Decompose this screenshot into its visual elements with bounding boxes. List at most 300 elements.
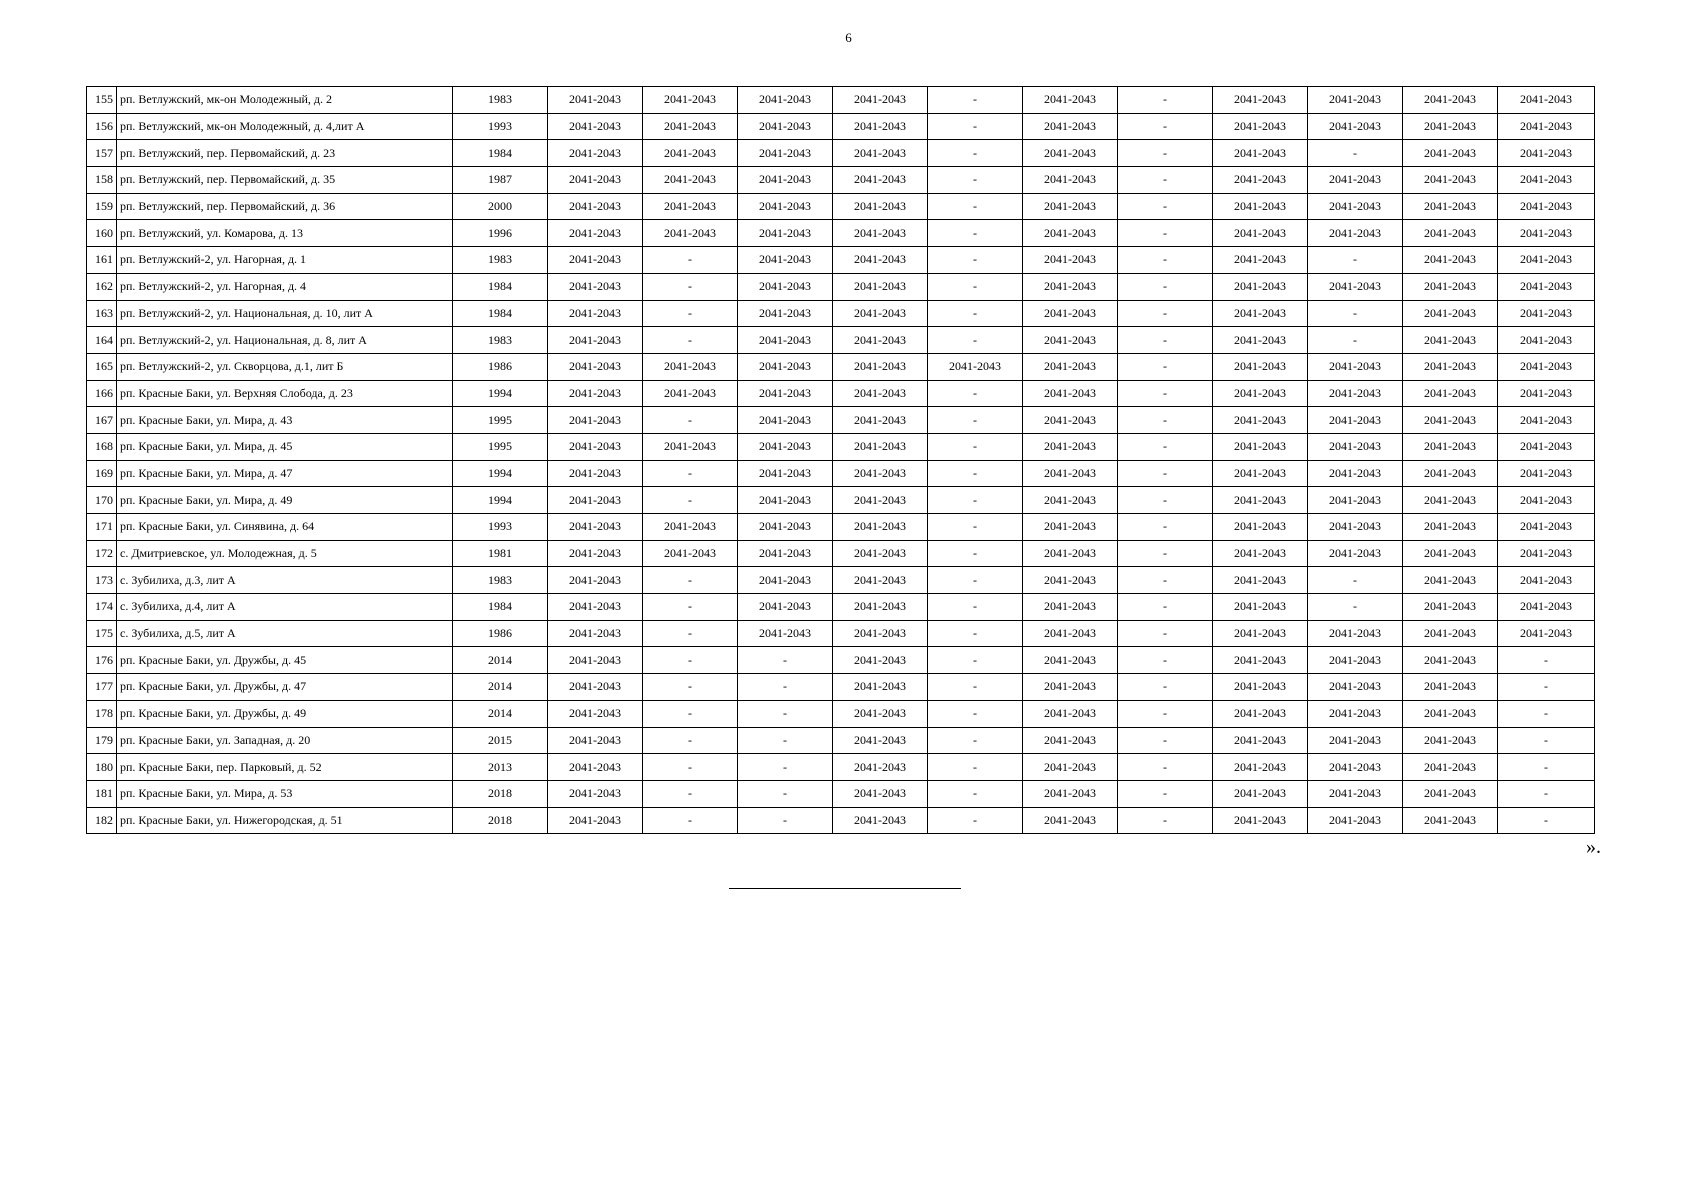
schedule-cell: 2041-2043	[548, 700, 643, 727]
schedule-cell: 2041-2043	[1403, 273, 1498, 300]
schedule-cell: -	[1118, 193, 1213, 220]
schedule-cell: 2041-2043	[1308, 460, 1403, 487]
address-cell: рп. Ветлужский, пер. Первомайский, д. 23	[117, 140, 453, 167]
schedule-cell: -	[928, 407, 1023, 434]
row-number-cell: 170	[87, 487, 117, 514]
schedule-cell: 2041-2043	[1498, 327, 1595, 354]
schedule-cell: 2041-2043	[548, 727, 643, 754]
schedule-cell: 2041-2043	[833, 247, 928, 274]
schedule-cell: -	[928, 140, 1023, 167]
schedule-cell: 2041-2043	[1308, 167, 1403, 194]
schedule-cell: 2041-2043	[1213, 327, 1308, 354]
schedule-cell: 2041-2043	[1308, 647, 1403, 674]
schedule-cell: 2041-2043	[738, 273, 833, 300]
schedule-cell: 2041-2043	[643, 380, 738, 407]
schedule-cell: -	[1498, 700, 1595, 727]
schedule-cell: 2041-2043	[1403, 567, 1498, 594]
schedule-cell: 2041-2043	[833, 540, 928, 567]
schedule-cell: 2041-2043	[833, 433, 928, 460]
schedule-cell: 2041-2043	[833, 140, 928, 167]
address-cell: рп. Красные Баки, ул. Мира, д. 43	[117, 407, 453, 434]
schedule-cell: 2041-2043	[833, 674, 928, 701]
year-cell: 1983	[453, 87, 548, 114]
schedule-cell: 2041-2043	[643, 167, 738, 194]
schedule-cell: 2041-2043	[738, 113, 833, 140]
year-cell: 1984	[453, 273, 548, 300]
year-cell: 1994	[453, 380, 548, 407]
schedule-cell: 2041-2043	[1403, 540, 1498, 567]
schedule-cell: 2041-2043	[1213, 113, 1308, 140]
schedule-cell: 2041-2043	[833, 594, 928, 621]
row-number-cell: 173	[87, 567, 117, 594]
schedule-cell: -	[643, 567, 738, 594]
schedule-cell: -	[928, 540, 1023, 567]
address-cell: рп. Ветлужский, пер. Первомайский, д. 36	[117, 193, 453, 220]
row-number-cell: 159	[87, 193, 117, 220]
schedule-cell: 2041-2043	[548, 247, 643, 274]
schedule-cell: 2041-2043	[548, 327, 643, 354]
address-cell: рп. Красные Баки, ул. Синявина, д. 64	[117, 514, 453, 541]
schedule-cell: 2041-2043	[1403, 514, 1498, 541]
schedule-cell: -	[1498, 807, 1595, 834]
schedule-cell: 2041-2043	[1498, 87, 1595, 114]
schedule-cell: 2041-2043	[1308, 514, 1403, 541]
schedule-cell: 2041-2043	[833, 780, 928, 807]
row-number-cell: 169	[87, 460, 117, 487]
schedule-cell: 2041-2043	[548, 807, 643, 834]
schedule-cell: 2041-2043	[1213, 754, 1308, 781]
schedule-cell: -	[928, 674, 1023, 701]
row-number-cell: 163	[87, 300, 117, 327]
schedule-cell: 2041-2043	[1213, 674, 1308, 701]
row-number-cell: 164	[87, 327, 117, 354]
table-row	[87, 327, 1595, 354]
schedule-cell: 2041-2043	[548, 353, 643, 380]
schedule-cell: -	[1118, 273, 1213, 300]
schedule-cell: -	[1498, 754, 1595, 781]
schedule-cell: -	[738, 807, 833, 834]
schedule-cell: -	[643, 647, 738, 674]
row-number-cell: 181	[87, 780, 117, 807]
year-cell: 1987	[453, 167, 548, 194]
year-cell: 1993	[453, 514, 548, 541]
address-cell: рп. Красные Баки, ул. Мира, д. 53	[117, 780, 453, 807]
table-row	[87, 594, 1595, 621]
schedule-cell: -	[738, 727, 833, 754]
schedule-cell: 2041-2043	[1023, 567, 1118, 594]
schedule-cell: 2041-2043	[738, 247, 833, 274]
table-row	[87, 220, 1595, 247]
row-number-cell: 174	[87, 594, 117, 621]
year-cell: 2015	[453, 727, 548, 754]
schedule-cell: -	[643, 780, 738, 807]
schedule-cell: -	[928, 220, 1023, 247]
schedule-cell: 2041-2043	[1403, 140, 1498, 167]
schedule-cell: 2041-2043	[1308, 193, 1403, 220]
schedule-cell: 2041-2043	[1498, 300, 1595, 327]
address-cell: рп. Красные Баки, ул. Дружбы, д. 49	[117, 700, 453, 727]
schedule-cell: 2041-2043	[1213, 300, 1308, 327]
row-number-cell: 175	[87, 620, 117, 647]
row-number-cell: 156	[87, 113, 117, 140]
schedule-cell: 2041-2043	[548, 594, 643, 621]
schedule-cell: 2041-2043	[833, 647, 928, 674]
schedule-cell: 2041-2043	[738, 620, 833, 647]
address-cell: рп. Красные Баки, ул. Верхняя Слобода, д. 23	[117, 380, 453, 407]
schedule-cell: 2041-2043	[1213, 807, 1308, 834]
year-cell: 1993	[453, 113, 548, 140]
schedule-cell: 2041-2043	[833, 700, 928, 727]
row-number-cell: 166	[87, 380, 117, 407]
schedule-cell: 2041-2043	[738, 140, 833, 167]
year-cell: 1981	[453, 540, 548, 567]
schedule-cell: -	[928, 567, 1023, 594]
schedule-cell: 2041-2043	[833, 353, 928, 380]
schedule-cell: 2041-2043	[833, 487, 928, 514]
schedule-cell: 2041-2043	[738, 87, 833, 114]
address-cell: рп. Ветлужский-2, ул. Национальная, д. 8, лит А	[117, 327, 453, 354]
schedule-cell: 2041-2043	[1023, 727, 1118, 754]
schedule-cell: 2041-2043	[1023, 514, 1118, 541]
table-body	[87, 87, 1595, 834]
table-row	[87, 620, 1595, 647]
schedule-cell: -	[928, 273, 1023, 300]
schedule-cell: 2041-2043	[1023, 353, 1118, 380]
schedule-cell: -	[643, 247, 738, 274]
schedule-cell: -	[1118, 514, 1213, 541]
schedule-cell: 2041-2043	[1403, 407, 1498, 434]
schedule-cell: -	[1118, 407, 1213, 434]
schedule-cell: -	[1118, 487, 1213, 514]
schedule-cell: 2041-2043	[738, 487, 833, 514]
table-row	[87, 487, 1595, 514]
schedule-cell: 2041-2043	[548, 193, 643, 220]
year-cell: 1995	[453, 407, 548, 434]
schedule-cell: 2041-2043	[738, 433, 833, 460]
row-number-cell: 177	[87, 674, 117, 701]
schedule-cell: 2041-2043	[1308, 674, 1403, 701]
schedule-cell: 2041-2043	[1213, 273, 1308, 300]
schedule-cell: 2041-2043	[1023, 380, 1118, 407]
schedule-cell: -	[928, 167, 1023, 194]
schedule-cell: 2041-2043	[1403, 327, 1498, 354]
schedule-cell: 2041-2043	[548, 167, 643, 194]
schedule-cell: 2041-2043	[1403, 807, 1498, 834]
row-number-cell: 176	[87, 647, 117, 674]
schedule-cell: 2041-2043	[548, 407, 643, 434]
row-number-cell: 160	[87, 220, 117, 247]
schedule-cell: -	[1118, 727, 1213, 754]
schedule-cell: 2041-2043	[1023, 674, 1118, 701]
schedule-cell: -	[643, 460, 738, 487]
schedule-cell: -	[1118, 220, 1213, 247]
schedule-cell: 2041-2043	[1213, 87, 1308, 114]
schedule-cell: 2041-2043	[738, 514, 833, 541]
schedule-cell: 2041-2043	[1023, 300, 1118, 327]
address-cell: рп. Красные Баки, ул. Мира, д. 49	[117, 487, 453, 514]
schedule-cell: -	[643, 620, 738, 647]
schedule-cell: 2041-2043	[1213, 620, 1308, 647]
schedule-cell: 2041-2043	[1213, 780, 1308, 807]
address-cell: с. Зубилиха, д.4, лит А	[117, 594, 453, 621]
schedule-cell: 2041-2043	[833, 620, 928, 647]
schedule-cell: -	[643, 273, 738, 300]
schedule-cell: 2041-2043	[1403, 220, 1498, 247]
schedule-cell: 2041-2043	[1308, 620, 1403, 647]
table-row	[87, 567, 1595, 594]
schedule-cell: 2041-2043	[833, 407, 928, 434]
schedule-cell: 2041-2043	[738, 567, 833, 594]
table-row	[87, 700, 1595, 727]
schedule-cell: 2041-2043	[1308, 353, 1403, 380]
table-row	[87, 807, 1595, 834]
address-cell: рп. Ветлужский-2, ул. Нагорная, д. 1	[117, 247, 453, 274]
schedule-cell: -	[1118, 87, 1213, 114]
schedule-cell: 2041-2043	[1308, 380, 1403, 407]
year-cell: 1995	[453, 433, 548, 460]
schedule-cell: 2041-2043	[1023, 754, 1118, 781]
schedule-cell: -	[643, 594, 738, 621]
schedule-cell: 2041-2043	[1213, 647, 1308, 674]
schedule-cell: 2041-2043	[643, 514, 738, 541]
schedule-cell: 2041-2043	[1403, 113, 1498, 140]
schedule-cell: 2041-2043	[1213, 727, 1308, 754]
schedule-cell: 2041-2043	[833, 220, 928, 247]
table-row	[87, 300, 1595, 327]
schedule-cell: -	[643, 700, 738, 727]
address-cell: рп. Красные Баки, ул. Мира, д. 47	[117, 460, 453, 487]
closing-quote: ».	[1586, 836, 1601, 858]
schedule-cell: 2041-2043	[548, 567, 643, 594]
year-cell: 1984	[453, 140, 548, 167]
schedule-cell: 2041-2043	[1023, 620, 1118, 647]
table-row	[87, 514, 1595, 541]
schedule-cell: -	[1118, 247, 1213, 274]
row-number-cell: 157	[87, 140, 117, 167]
schedule-cell: 2041-2043	[1498, 460, 1595, 487]
schedule-cell: -	[1118, 620, 1213, 647]
table-row	[87, 540, 1595, 567]
schedule-cell: 2041-2043	[643, 540, 738, 567]
schedule-cell: 2041-2043	[1403, 780, 1498, 807]
address-cell: рп. Красные Баки, ул. Мира, д. 45	[117, 433, 453, 460]
table-row	[87, 433, 1595, 460]
row-number-cell: 167	[87, 407, 117, 434]
schedule-cell: 2041-2043	[1213, 407, 1308, 434]
schedule-cell: 2041-2043	[1498, 487, 1595, 514]
schedule-cell: 2041-2043	[1213, 460, 1308, 487]
table-row	[87, 353, 1595, 380]
row-number-cell: 162	[87, 273, 117, 300]
schedule-cell: -	[738, 700, 833, 727]
address-cell: рп. Красные Баки, ул. Нижегородская, д. 51	[117, 807, 453, 834]
schedule-cell: 2041-2043	[833, 113, 928, 140]
schedule-cell: 2041-2043	[738, 460, 833, 487]
schedule-cell: -	[643, 487, 738, 514]
schedule-cell: 2041-2043	[738, 407, 833, 434]
address-cell: рп. Ветлужский, ул. Комарова, д. 13	[117, 220, 453, 247]
schedule-cell: 2041-2043	[833, 87, 928, 114]
schedule-cell: 2041-2043	[1308, 433, 1403, 460]
schedule-cell: -	[1118, 647, 1213, 674]
schedule-cell: 2041-2043	[1403, 700, 1498, 727]
schedule-cell: -	[928, 460, 1023, 487]
schedule-cell: -	[1118, 700, 1213, 727]
year-cell: 1994	[453, 487, 548, 514]
schedule-cell: 2041-2043	[1498, 407, 1595, 434]
schedule-cell: 2041-2043	[1023, 113, 1118, 140]
year-cell: 1984	[453, 594, 548, 621]
schedule-cell: 2041-2043	[1308, 87, 1403, 114]
schedule-cell: 2041-2043	[643, 353, 738, 380]
page-number: 6	[845, 30, 852, 45]
schedule-cell: 2041-2043	[1213, 380, 1308, 407]
schedule-cell: -	[1118, 353, 1213, 380]
schedule-cell: -	[1308, 247, 1403, 274]
schedule-cell: 2041-2043	[548, 113, 643, 140]
schedule-cell: 2041-2043	[548, 433, 643, 460]
schedule-cell: 2041-2043	[548, 780, 643, 807]
schedule-cell: 2041-2043	[1213, 594, 1308, 621]
schedule-cell: 2041-2043	[1403, 460, 1498, 487]
row-number-cell: 165	[87, 353, 117, 380]
schedule-cell: 2041-2043	[1498, 567, 1595, 594]
address-cell: рп. Красные Баки, ул. Западная, д. 20	[117, 727, 453, 754]
schedule-cell: 2041-2043	[1498, 594, 1595, 621]
address-cell: рп. Красные Баки, пер. Парковый, д. 52	[117, 754, 453, 781]
schedule-cell: -	[643, 754, 738, 781]
schedule-cell: -	[1498, 647, 1595, 674]
schedule-cell: 2041-2043	[1213, 353, 1308, 380]
table-row	[87, 167, 1595, 194]
table-row	[87, 727, 1595, 754]
schedule-cell: 2041-2043	[548, 87, 643, 114]
row-number-cell: 179	[87, 727, 117, 754]
schedule-cell: 2041-2043	[1403, 487, 1498, 514]
schedule-cell: 2041-2043	[1403, 87, 1498, 114]
schedule-cell: 2041-2043	[1403, 380, 1498, 407]
schedule-cell: -	[738, 780, 833, 807]
row-number-cell: 180	[87, 754, 117, 781]
row-number-cell: 172	[87, 540, 117, 567]
schedule-cell: 2041-2043	[643, 113, 738, 140]
schedule-cell: 2041-2043	[1213, 540, 1308, 567]
schedule-cell: 2041-2043	[1498, 193, 1595, 220]
year-cell: 1984	[453, 300, 548, 327]
schedule-cell: 2041-2043	[548, 380, 643, 407]
schedule-cell: 2041-2043	[1213, 700, 1308, 727]
schedule-cell: 2041-2043	[1308, 727, 1403, 754]
schedule-cell: -	[643, 727, 738, 754]
year-cell: 2018	[453, 807, 548, 834]
schedule-cell: 2041-2043	[548, 460, 643, 487]
schedule-cell: 2041-2043	[1498, 273, 1595, 300]
schedule-cell: 2041-2043	[1023, 167, 1118, 194]
schedule-cell: 2041-2043	[1023, 327, 1118, 354]
schedule-cell: 2041-2043	[1023, 273, 1118, 300]
schedule-cell: 2041-2043	[1403, 754, 1498, 781]
address-cell: рп. Красные Баки, ул. Дружбы, д. 45	[117, 647, 453, 674]
row-number-cell: 178	[87, 700, 117, 727]
schedule-cell: 2041-2043	[833, 300, 928, 327]
schedule-cell: 2041-2043	[1023, 487, 1118, 514]
schedule-cell: -	[1118, 327, 1213, 354]
address-cell: рп. Красные Баки, ул. Дружбы, д. 47	[117, 674, 453, 701]
schedule-cell: -	[738, 647, 833, 674]
schedule-cell: -	[1498, 780, 1595, 807]
schedule-cell: 2041-2043	[1403, 193, 1498, 220]
schedule-cell: 2041-2043	[548, 300, 643, 327]
schedule-cell: 2041-2043	[1403, 674, 1498, 701]
table-row	[87, 87, 1595, 114]
schedule-cell: 2041-2043	[1213, 140, 1308, 167]
schedule-cell: 2041-2043	[1308, 220, 1403, 247]
table-row	[87, 193, 1595, 220]
schedule-cell: 2041-2043	[548, 273, 643, 300]
schedule-cell: 2041-2043	[1023, 700, 1118, 727]
schedule-cell: 2041-2043	[1498, 167, 1595, 194]
schedule-cell: 2041-2043	[738, 167, 833, 194]
schedule-cell: 2041-2043	[1403, 167, 1498, 194]
address-cell: с. Зубилиха, д.3, лит А	[117, 567, 453, 594]
schedule-cell: -	[928, 594, 1023, 621]
schedule-cell: 2041-2043	[548, 674, 643, 701]
schedule-cell: -	[1118, 674, 1213, 701]
schedule-cell: 2041-2043	[1213, 247, 1308, 274]
schedule-cell: 2041-2043	[833, 514, 928, 541]
schedule-cell: 2041-2043	[1403, 300, 1498, 327]
schedule-cell: -	[1118, 167, 1213, 194]
schedule-cell: 2041-2043	[548, 540, 643, 567]
schedule-cell: -	[928, 647, 1023, 674]
schedule-cell: -	[643, 674, 738, 701]
year-cell: 1983	[453, 327, 548, 354]
schedule-cell: -	[928, 754, 1023, 781]
address-cell: с. Дмитриевское, ул. Молодежная, д. 5	[117, 540, 453, 567]
address-cell: с. Зубилиха, д.5, лит А	[117, 620, 453, 647]
table-row	[87, 273, 1595, 300]
row-number-cell: 155	[87, 87, 117, 114]
table-row	[87, 754, 1595, 781]
schedule-cell: 2041-2043	[738, 193, 833, 220]
schedule-cell: 2041-2043	[1023, 140, 1118, 167]
table-row	[87, 647, 1595, 674]
schedule-cell: 2041-2043	[1308, 407, 1403, 434]
schedule-cell: 2041-2043	[1308, 754, 1403, 781]
schedule-cell: -	[1498, 674, 1595, 701]
schedule-cell: -	[643, 300, 738, 327]
schedule-cell: 2041-2043	[1308, 700, 1403, 727]
schedule-cell: -	[1308, 327, 1403, 354]
schedule-cell: -	[1118, 380, 1213, 407]
schedule-cell: -	[928, 727, 1023, 754]
schedule-cell: 2041-2043	[1498, 220, 1595, 247]
schedule-cell: -	[1118, 460, 1213, 487]
schedule-cell: -	[1118, 140, 1213, 167]
table-row	[87, 247, 1595, 274]
year-cell: 1996	[453, 220, 548, 247]
schedule-cell: 2041-2043	[738, 594, 833, 621]
schedule-cell: -	[1118, 567, 1213, 594]
schedule-cell: -	[928, 247, 1023, 274]
schedule-cell: 2041-2043	[1213, 514, 1308, 541]
schedule-cell: 2041-2043	[643, 193, 738, 220]
row-number-cell: 182	[87, 807, 117, 834]
table-row	[87, 380, 1595, 407]
year-cell: 1986	[453, 620, 548, 647]
schedule-cell: -	[1118, 433, 1213, 460]
year-cell: 2014	[453, 674, 548, 701]
